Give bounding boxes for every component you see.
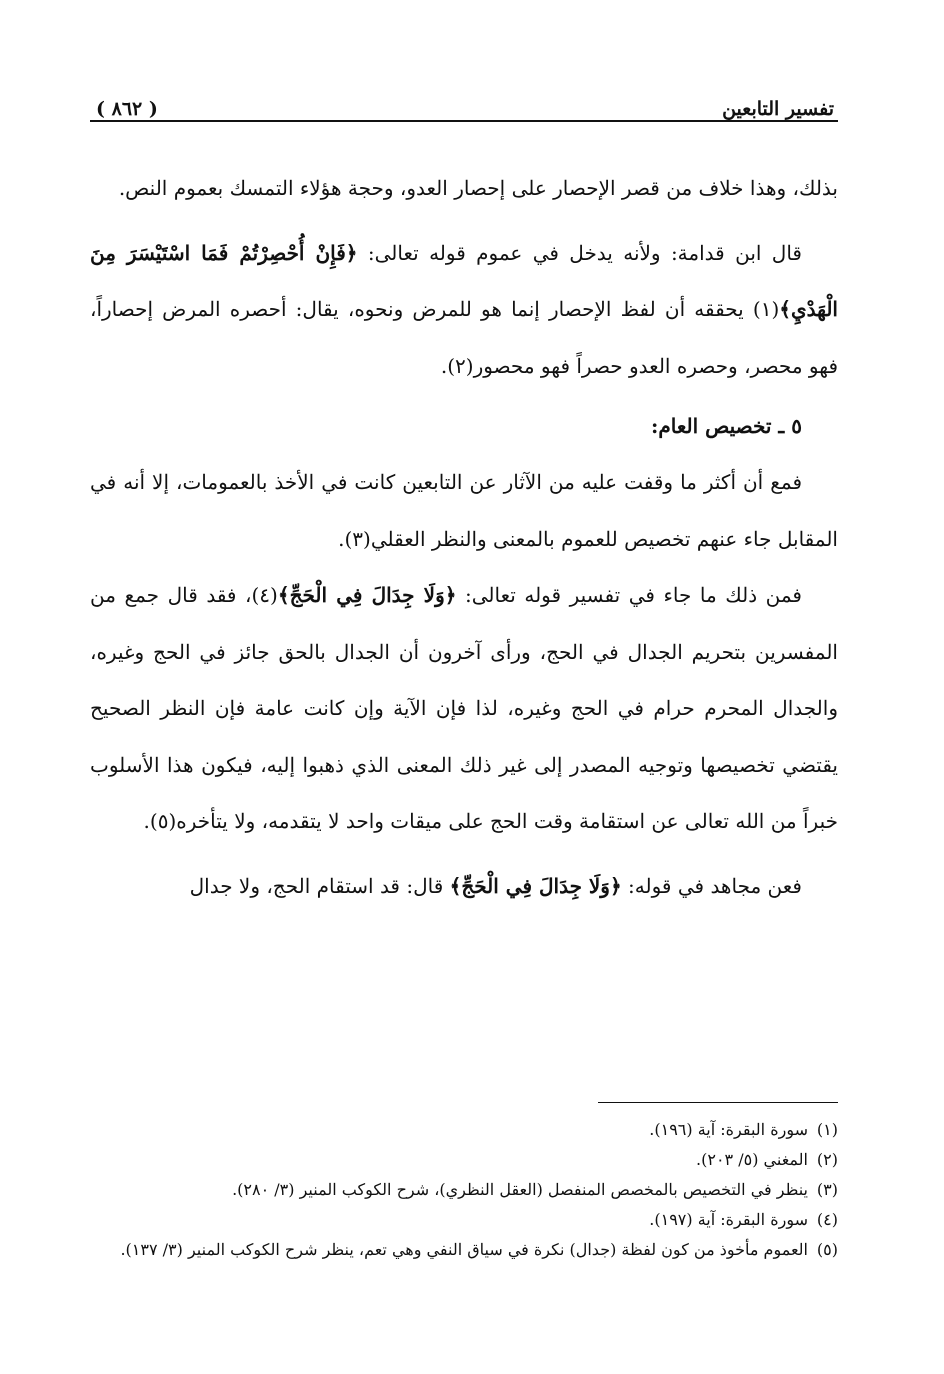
- paragraph-2: [90, 225, 838, 395]
- footnote-number: (٣): [816, 1180, 838, 1199]
- footnote-number: (١): [816, 1120, 838, 1139]
- main-text: [90, 160, 838, 914]
- page-header: [90, 90, 838, 122]
- footnote-number: (٥): [816, 1240, 838, 1259]
- footnote-text: المغني (٥/ ٢٠٣).: [696, 1150, 808, 1169]
- footnote-text: ينظر في التخصيص بالمخصص المنفصل (العقل النظري)، شرح الكوكب المنير (٣/ ٢٨٠).: [232, 1180, 808, 1199]
- footnote-separator: [598, 1102, 838, 1103]
- page-number: ( ٨٦٢ ): [96, 98, 158, 120]
- footnote-number: (٤): [816, 1210, 838, 1229]
- footnote-text: سورة البقرة: آية (١٩٦).: [649, 1120, 808, 1139]
- paragraph-4-rest: (٤)، فقد قال جمع من المفسرين بتحريم الجدال في الحج، ورأى آخرون أن الجدال بالحق جائز في الحج وغيره، والجدال المحرم حرام في الحج وغيره، لذا فإن الآية وإن كانت عامة فإن النظر الصحيح يقتضي تخصيصها وتوجيه المصدر إلى غير ذلك المعنى الذي ذهبوا إليه، فيكون هذا الأسلوب خبراً من الله تعالى عن استقامة وقت الحج على ميقات واحد لا يتقدمه، ولا يتأخره(٥).: [90, 583, 838, 833]
- quran-verse: ﴿وَلَا جِدَالَ فِي الْحَجِّ﴾: [449, 873, 622, 898]
- book-page: [90, 80, 838, 1340]
- paragraph-5-intro: فعن مجاهد في قوله:: [621, 873, 802, 898]
- section-heading: ٥ ـ تخصيص العام:: [650, 414, 802, 438]
- footnote-text: سورة البقرة: آية (١٩٧).: [649, 1210, 808, 1229]
- footnote: [90, 1175, 838, 1205]
- footnote: [90, 1115, 838, 1145]
- footnote: [90, 1145, 838, 1175]
- paragraph-5-rest: قال: قد استقام الحج، ولا جدال: [189, 873, 450, 898]
- paragraph-4: [90, 567, 838, 850]
- footnotes: [90, 1115, 838, 1265]
- paragraph-5: [90, 858, 838, 915]
- paragraph-1: بذلك، وهذا خلاف من قصر الإحصار على إحصار العدو، وحجة هؤلاء التمسك بعموم النص.: [118, 176, 838, 200]
- running-title: تفسير التابعين: [722, 98, 834, 120]
- footnote-text: العموم مأخوذ من كون لفظة (جدال) نكرة في سياق النفي وهي تعم، ينظر شرح الكوكب المنير (٣/ ١٣٧).: [120, 1240, 808, 1259]
- footnote: [90, 1205, 838, 1235]
- quran-verse: ﴿وَلَا جِدَالَ فِي الْحَجِّ﴾: [277, 583, 457, 607]
- footnote: [90, 1235, 838, 1265]
- paragraph-3: فمع أن أكثر ما وقفت عليه من الآثار عن التابعين كانت في الأخذ بالعمومات، إلا أنه في المقابل جاء عنهم تخصيص للعموم بالمعنى والنظر العقلي(٣).: [90, 470, 838, 551]
- paragraph-2-intro: قال ابن قدامة: ولأنه يدخل في عموم قوله تعالى:: [357, 240, 802, 265]
- paragraph-4-intro: فمن ذلك ما جاء في تفسير قوله تعالى:: [456, 583, 802, 607]
- quran-verse: ﴿فَإِنْ أُحْصِرْتُمْ فَمَا اسْتَيْسَرَ مِنَ الْهَدْيِ﴾: [90, 240, 838, 321]
- paragraph-2-rest: (١) يحققه أن لفظ الإحصار إنما هو للمرض ونحوه، يقال: أحصره المرض إحصاراً، فهو محصر، وحصره العدو حصراً فهو محصور(٢).: [90, 297, 838, 378]
- footnote-number: (٢): [816, 1150, 838, 1169]
